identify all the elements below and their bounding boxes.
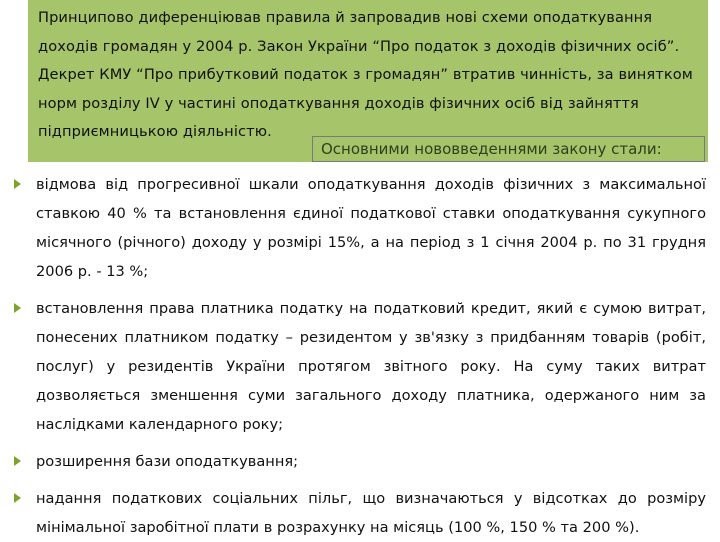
list-spacer xyxy=(0,439,720,447)
intro-paragraph: Принципово диференціював правила й запровадив нові схеми оподаткування доходів громадян у 2004 р. Закон України “Про податок з доходів фізичних осіб”. Декрет КМУ “Про прибутковий податок з громадян” втратив чинність, за винятком норм розділу IV у частині оподаткування доходів фізичних осіб від зайняття підприємницькою діяльністю. xyxy=(38,9,693,140)
list-item-text: надання податкових соціальних пільг, що визначаються у відсотках до розміру мінімальної заробітної плати в розрахунку на місяць (100 %, 150 % та 200 %). xyxy=(36,490,706,536)
list-item xyxy=(0,170,720,286)
triangle-bullet-icon xyxy=(14,493,21,503)
triangle-bullet-icon xyxy=(14,303,21,313)
list-item xyxy=(0,447,720,476)
triangle-bullet-icon xyxy=(14,179,21,189)
list-item xyxy=(0,294,720,439)
list-spacer xyxy=(0,476,720,484)
list-item-text: встановлення права платника податку на податковий кредит, який є сумою витрат, понесених платником податку – резидентом у зв'язку з придбанням товарів (робіт, послуг) у резидентів України протягом звітного року. На суму таких витрат дозволяється зменшення суми загального доходу платника, одержаного ним за наслідками календарного року; xyxy=(36,300,706,433)
list-item-text: розширення бази оподаткування; xyxy=(36,453,299,470)
list-item xyxy=(0,484,720,542)
innovations-list xyxy=(0,170,720,542)
innovations-heading: Основними нововведеннями закону стали: xyxy=(312,136,705,162)
list-item-text: відмова від прогресивної шкали оподаткування доходів фізичних з максимальної ставкою 40 % та встановлення єдиної податкової ставки оподаткування сукупного місячного (річного) доходу у розмірі 15%, а на період з 1 січня 2004 р. по 31 грудня 2006 р. - 13 %; xyxy=(36,176,706,280)
triangle-bullet-icon xyxy=(14,456,21,466)
list-spacer xyxy=(0,286,720,294)
